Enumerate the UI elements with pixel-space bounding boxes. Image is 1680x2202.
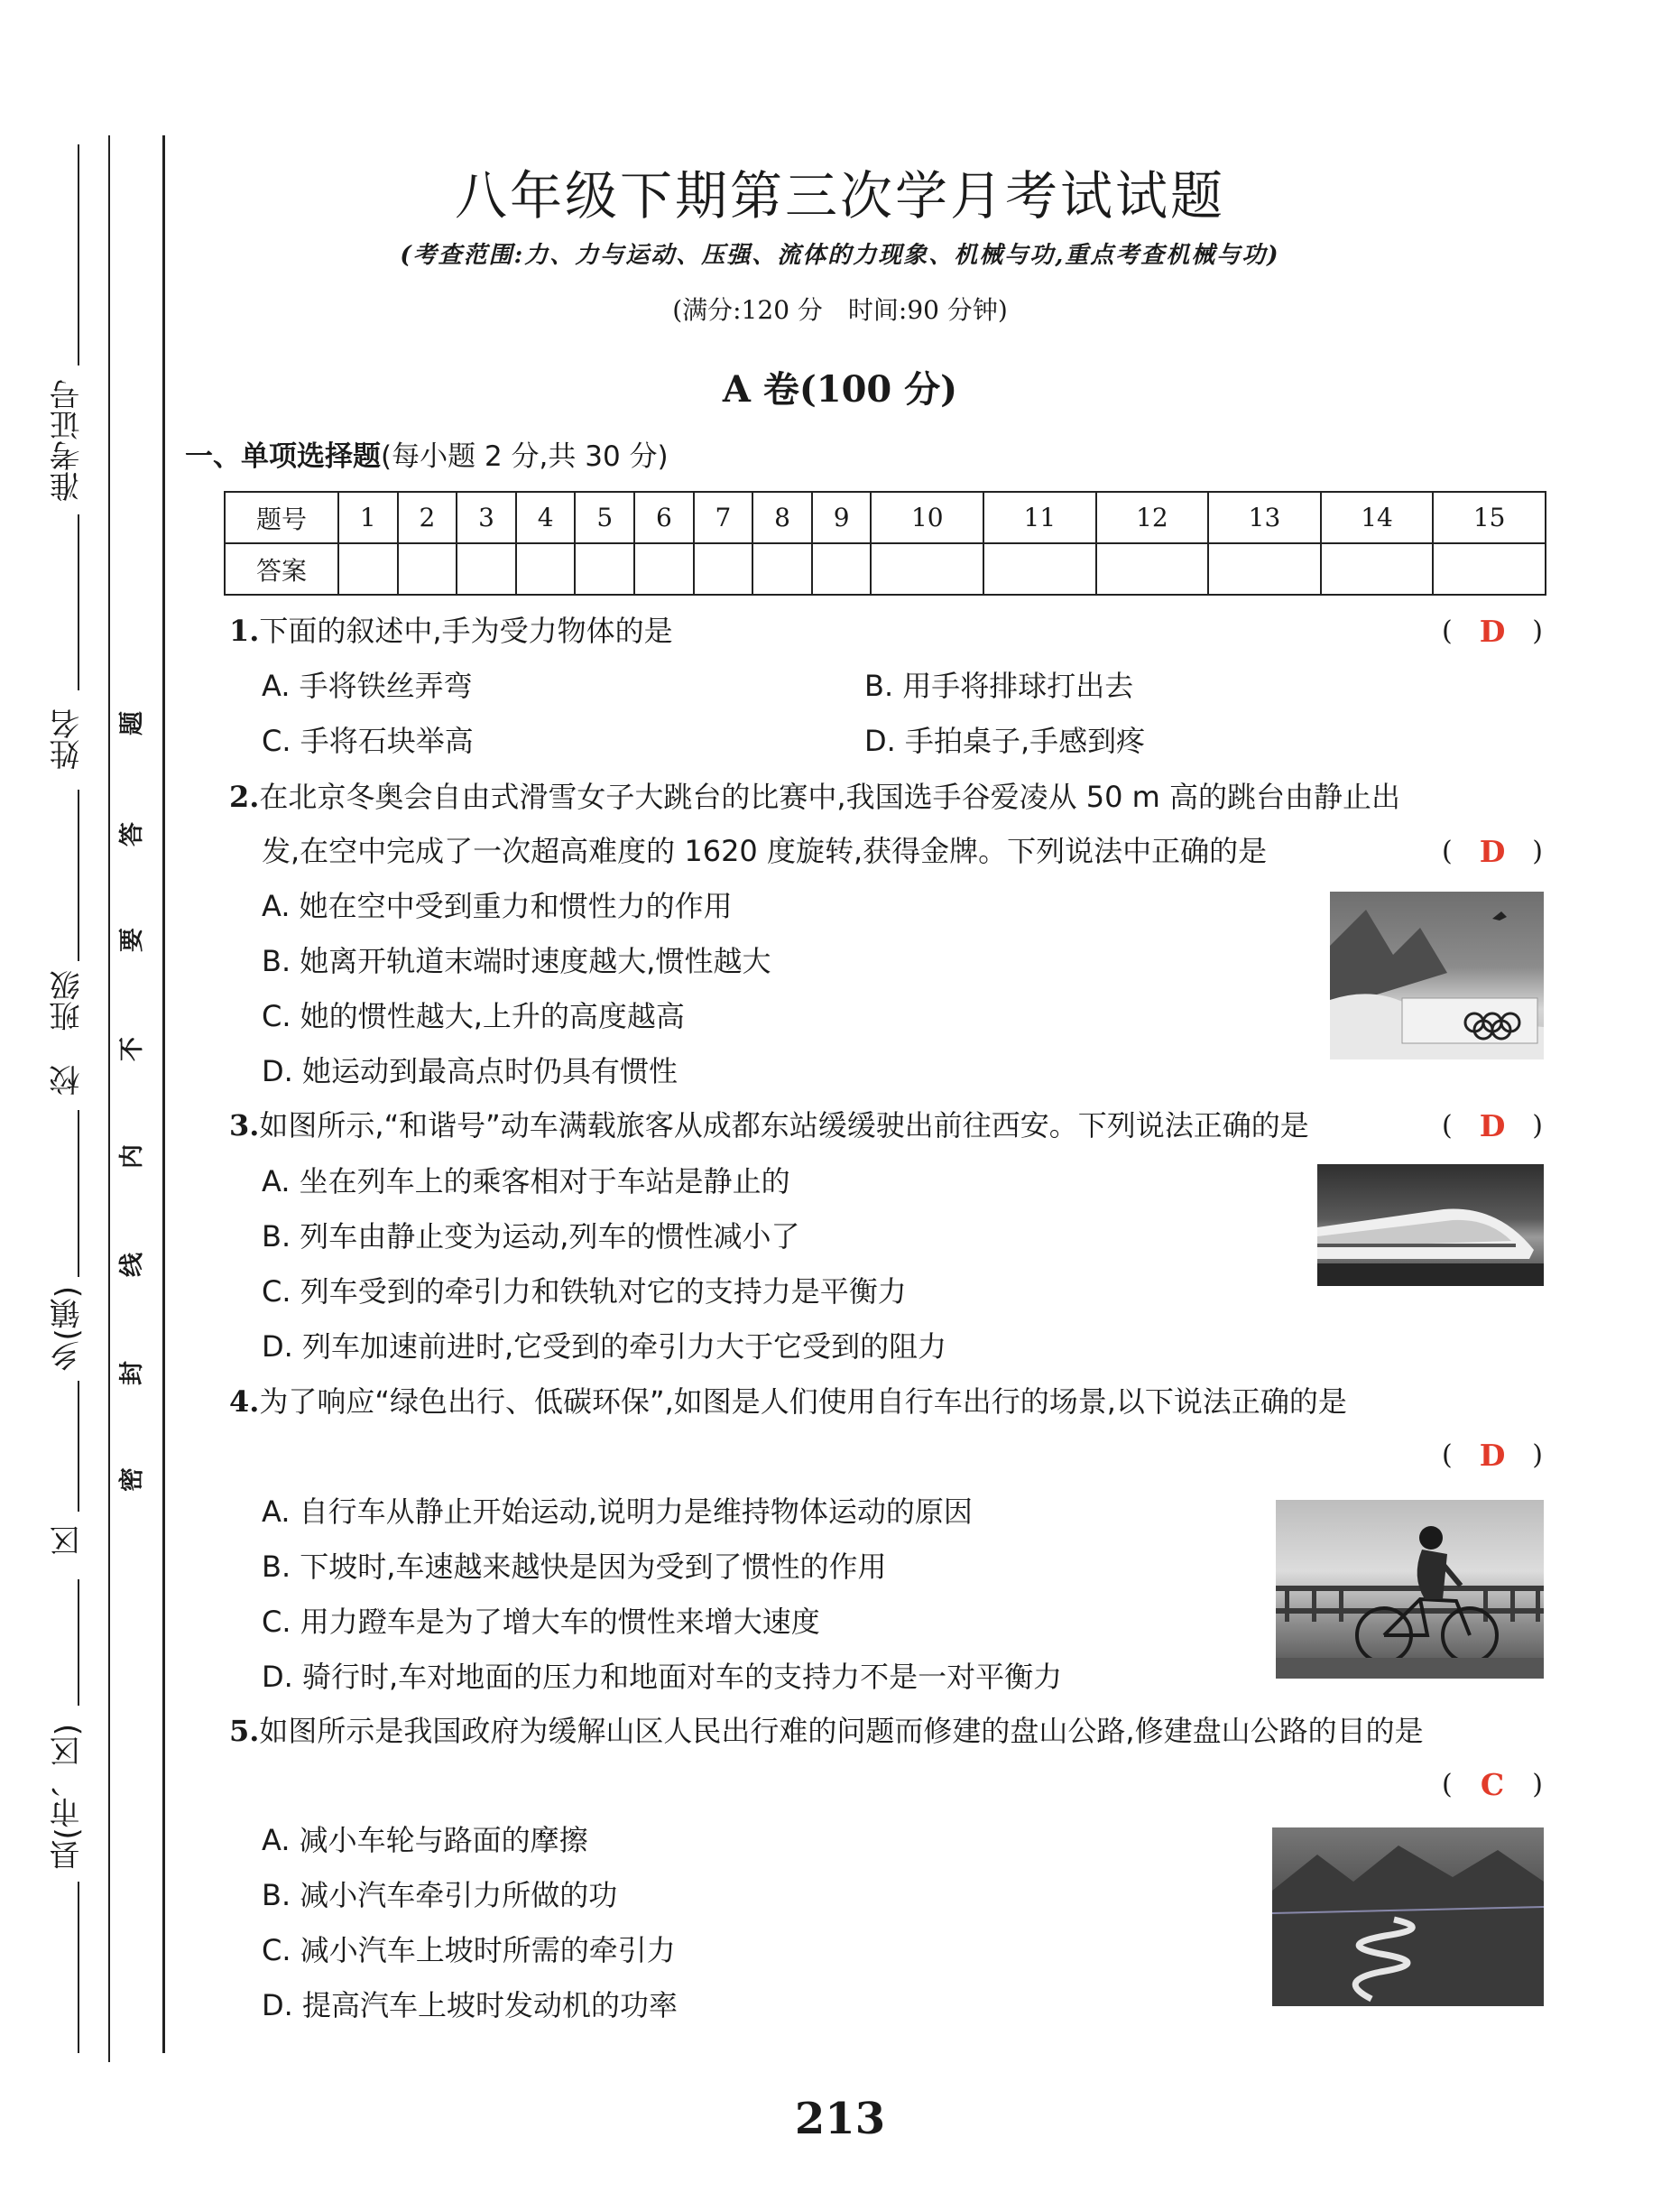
answer-bracket — [1442, 614, 1543, 649]
seal-char: 线 — [118, 1253, 146, 1277]
answer-table-row-numbers — [225, 492, 1546, 543]
mountain-road-illustration — [1272, 1827, 1544, 2006]
question-text-continued: 发,在空中完成了一次超高难度的 1620 度旋转,获得金牌。下列说法中正确的是 — [262, 834, 1268, 868]
cycling-photo — [1276, 1500, 1544, 1679]
section-heading: A 卷(100 分) — [722, 368, 958, 411]
question-text: 如图所示是我国政府为缓解山区人民出行难的问题而修建的盘山公路,修建盘山公路的目的是 — [259, 1714, 1424, 1748]
answer-cell[interactable] — [1096, 543, 1209, 595]
question-5-stem — [229, 1714, 1424, 1748]
option-a: A. 手将铁丝弄弯 — [262, 669, 473, 703]
page-number: 213 — [794, 2094, 886, 2144]
option-a: A. 她在空中受到重力和惯性力的作用 — [262, 889, 733, 923]
seal-char: 题 — [118, 711, 146, 736]
option-c: C. 用力蹬车是为了增大车的惯性来增大速度 — [262, 1605, 820, 1639]
option-c: C. 她的惯性越大,上升的高度越高 — [262, 999, 685, 1033]
bracket-open: ( — [1442, 615, 1453, 647]
margin-label-district: 区 — [50, 1525, 86, 1556]
train-illustration — [1317, 1164, 1544, 1286]
table-cell-number: 7 — [694, 492, 753, 543]
seal-char: 内 — [118, 1144, 146, 1169]
question-text: 下面的叙述中,手为受力物体的是 — [259, 614, 673, 648]
score-time: (满分:120 分 时间:90 分钟) — [672, 295, 1008, 325]
answer-cell[interactable] — [575, 543, 634, 595]
margin-label-school: 校 — [50, 1065, 86, 1096]
answer-cell[interactable] — [1208, 543, 1321, 595]
option-c: C. 减小汽车上坡时所需的牵引力 — [262, 1933, 676, 1967]
answer-cell[interactable] — [694, 543, 753, 595]
option-d: D. 提高汽车上坡时发动机的功率 — [262, 1988, 678, 2022]
margin-blank-line — [78, 1381, 79, 1512]
margin-blank-line — [78, 1579, 79, 1706]
answer-cell[interactable] — [871, 543, 983, 595]
option-d: D. 列车加速前进时,它受到的牵引力大于它受到的阻力 — [262, 1329, 947, 1364]
option-d: D. 骑行时,车对地面的压力和地面对车的支持力不是一对平衡力 — [262, 1660, 1063, 1694]
question-text: 如图所示,“和谐号”动车满载旅客从成都东站缓缓驶出前往西安。下列说法正确的是 — [259, 1108, 1309, 1143]
answer-value: D — [1479, 614, 1506, 649]
margin-label-town: 乡(镇) — [50, 1286, 86, 1372]
answer-cell[interactable] — [1433, 543, 1546, 595]
table-cell-number: 13 — [1208, 492, 1321, 543]
option-b: B. 她离开轨道末端时速度越大,惯性越大 — [262, 944, 771, 978]
part-heading — [185, 433, 669, 474]
question-number: 5. — [229, 1714, 260, 1748]
answer-cell[interactable] — [983, 543, 1096, 595]
answer-cell[interactable] — [516, 543, 576, 595]
table-cell-number: 8 — [752, 492, 812, 543]
mountain-road-photo — [1272, 1827, 1544, 2006]
answer-cell[interactable] — [1321, 543, 1434, 595]
question-3-stem — [229, 1108, 1309, 1143]
answer-bracket — [1442, 1438, 1543, 1473]
answer-cell[interactable] — [457, 543, 516, 595]
margin-line-inner — [108, 135, 110, 2062]
answer-value: D — [1479, 834, 1506, 869]
question-number: 3. — [229, 1108, 260, 1143]
table-cell-number: 2 — [398, 492, 457, 543]
option-a: A. 坐在列车上的乘客相对于车站是静止的 — [262, 1164, 790, 1198]
cycling-illustration — [1276, 1500, 1544, 1679]
answer-bracket — [1442, 834, 1543, 869]
seal-char: 密 — [118, 1467, 146, 1492]
option-d: D. 她运动到最高点时仍具有惯性 — [262, 1054, 678, 1088]
margin-blank-line — [78, 1882, 79, 2053]
ski-jump-photo — [1330, 892, 1544, 1059]
question-2-stem — [229, 780, 1400, 814]
bracket-close: ) — [1532, 1439, 1543, 1471]
margin-blank-line — [78, 514, 79, 690]
table-cell-number: 4 — [516, 492, 576, 543]
question-text: 在北京冬奥会自由式滑雪女子大跳台的比赛中,我国选手谷爱凌从 50 m 高的跳台由静止出 — [259, 780, 1400, 814]
option-b: B. 减小汽车牵引力所做的功 — [262, 1878, 618, 1912]
table-cell-number: 15 — [1433, 492, 1546, 543]
answer-bracket — [1442, 1767, 1543, 1802]
seal-char: 不 — [118, 1037, 146, 1061]
bracket-close: ) — [1532, 1769, 1543, 1800]
question-number: 2. — [229, 780, 260, 814]
table-cell-label: 题号 — [225, 492, 338, 543]
question-text: 为了响应“绿色出行、低碳环保”,如图是人们使用自行车出行的场景,以下说法正确的是 — [259, 1384, 1347, 1419]
table-cell-number: 1 — [338, 492, 398, 543]
seal-char: 答 — [118, 822, 146, 847]
answer-bracket — [1442, 1108, 1543, 1143]
seal-char: 封 — [118, 1361, 146, 1385]
answer-cell[interactable] — [634, 543, 694, 595]
question-1-stem — [229, 614, 673, 648]
page-title: 八年级下期第三次学月考试试题 — [454, 165, 1225, 227]
option-c: C. 手将石块举高 — [262, 724, 474, 758]
margin-label-county: 县(市、区) — [50, 1724, 86, 1871]
train-photo — [1317, 1164, 1544, 1286]
part-heading-bold: 一、单项选择题 — [185, 440, 381, 473]
table-cell-number: 14 — [1321, 492, 1434, 543]
answer-cell[interactable] — [398, 543, 457, 595]
margin-blank-line — [78, 1110, 79, 1277]
option-d: D. 手拍桌子,手感到疼 — [864, 724, 1146, 758]
table-cell-label: 答案 — [225, 543, 338, 595]
bracket-close: ) — [1532, 836, 1543, 867]
table-cell-number: 5 — [575, 492, 634, 543]
bracket-open: ( — [1442, 836, 1453, 867]
margin-label-exam-id: 准考证号 — [50, 379, 86, 502]
exam-scope: (考查范围:力、力与运动、压强、流体的力现象、机械与功,重点考查机械与功) — [400, 242, 1280, 269]
bracket-close: ) — [1532, 1110, 1543, 1142]
bracket-open: ( — [1442, 1110, 1453, 1142]
answer-value: D — [1479, 1108, 1506, 1143]
ski-jump-illustration — [1330, 892, 1544, 1059]
question-number: 4. — [229, 1384, 260, 1419]
table-cell-number: 12 — [1096, 492, 1209, 543]
bracket-close: ) — [1532, 615, 1543, 647]
part-heading-note: (每小题 2 分,共 30 分) — [381, 440, 669, 473]
answer-cell[interactable] — [338, 543, 398, 595]
question-4-stem — [229, 1384, 1347, 1419]
answer-value: D — [1479, 1438, 1506, 1473]
option-b: B. 用手将排球打出去 — [864, 669, 1134, 703]
bracket-open: ( — [1442, 1769, 1453, 1800]
option-b: B. 列车由静止变为运动,列车的惯性减小了 — [262, 1219, 800, 1254]
table-cell-number: 6 — [634, 492, 694, 543]
table-cell-number: 11 — [983, 492, 1096, 543]
option-a: A. 减小车轮与路面的摩擦 — [262, 1823, 588, 1857]
table-cell-number: 9 — [812, 492, 872, 543]
option-b: B. 下坡时,车速越来越快是因为受到了惯性的作用 — [262, 1550, 887, 1584]
answer-table — [224, 491, 1546, 596]
option-a: A. 自行车从静止开始运动,说明力是维持物体运动的原因 — [262, 1494, 973, 1529]
answer-cell[interactable] — [752, 543, 812, 595]
table-cell-number: 10 — [871, 492, 983, 543]
seal-char: 要 — [118, 928, 146, 952]
margin-blank-line — [78, 790, 79, 961]
answer-cell[interactable] — [812, 543, 872, 595]
question-number: 1. — [229, 614, 260, 648]
margin-line-outer — [162, 135, 165, 2053]
answer-table-row-answers — [225, 543, 1546, 595]
margin-label-name: 姓名 — [50, 708, 86, 770]
table-cell-number: 3 — [457, 492, 516, 543]
answer-value: C — [1480, 1767, 1505, 1802]
margin-label-class: 班级 — [50, 970, 86, 1032]
bracket-open: ( — [1442, 1439, 1453, 1471]
option-c: C. 列车受到的牵引力和铁轨对它的支持力是平衡力 — [262, 1274, 907, 1309]
